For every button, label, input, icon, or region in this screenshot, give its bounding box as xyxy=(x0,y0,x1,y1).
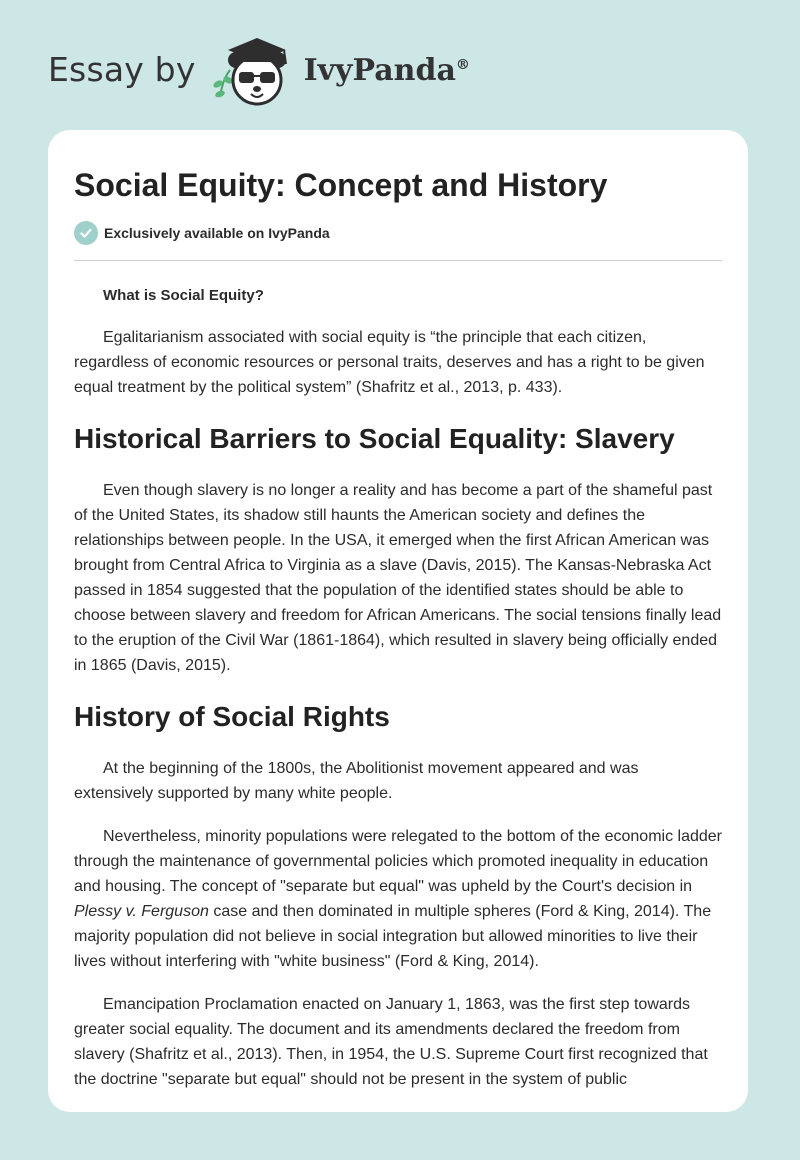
paragraph: Egalitarianism associated with social equity is “the principle that each citizen, regardless of economic resources or personal traits, deserves and has a right to be given equal treatment by the political system” (Shafritz et al., 2013, p. 433). xyxy=(74,329,705,396)
exclusive-label: Exclusively available on IvyPanda xyxy=(104,225,330,241)
divider xyxy=(74,260,722,261)
panda-graduate-logo-icon xyxy=(208,34,300,110)
heading-historical-barriers: Historical Barriers to Social Equality: Slavery xyxy=(74,423,675,454)
paragraph: Nevertheless, minority populations were relegated to the bottom of the economic ladder through the maintenance of governmental policies which promoted inequality in education and housing. The concept of "separate but equal" was upheld by the Court's decision in Plessy v. Ferguson case and then dominated in multiple spheres (Ford & King, 2014). The majority population did not believe in social integration but allowed minorities to live their lives without interfering with "white business" (Ford & King, 2014). xyxy=(74,828,723,970)
check-icon xyxy=(74,221,98,245)
paragraph: Even though slavery is no longer a reality and has become a part of the shameful past of the United States, its shadow still haunts the American society and defines the relationships between people. In the USA, it emerged when the first African American was brought from Central Africa to Virginia as a slave (Davis, 2015). The Kansas-Nebraska Act passed in 1854 suggested that the population of the identified states should be able to choose between slavery and freedom for African Americans. The social tensions finally lead to the eruption of the Civil War (1861-1864), which resulted in slavery being officially ended in 1865 (Davis, 2015). xyxy=(74,482,722,674)
ivypanda-wordmark: IvyPanda® xyxy=(303,52,470,88)
heading-history-of-social-rights: History of Social Rights xyxy=(74,701,390,732)
essay-by-label: Essay by xyxy=(48,49,196,89)
paragraph: At the beginning of the 1800s, the Abolitionist movement appeared and was extensively supported by many white people. xyxy=(74,760,639,802)
exclusive-badge xyxy=(74,221,722,245)
subheading-what-is-social-equity: What is Social Equity? xyxy=(103,287,264,304)
paragraph: Emancipation Proclamation enacted on January 1, 1863, was the first step towards greater social equality. The document and its amendments declared the freedom from slavery (Shafritz et al., 2013). Then, in 1954, the U.S. Supreme Court first recognized that the doctrine "separate but equal" should not be present in the system of public xyxy=(74,996,708,1088)
brand-header[interactable] xyxy=(48,34,470,110)
case-name: Plessy v. Ferguson xyxy=(74,903,209,920)
page-title: Social Equity: Concept and History xyxy=(74,167,608,203)
essay-card xyxy=(48,130,748,1112)
